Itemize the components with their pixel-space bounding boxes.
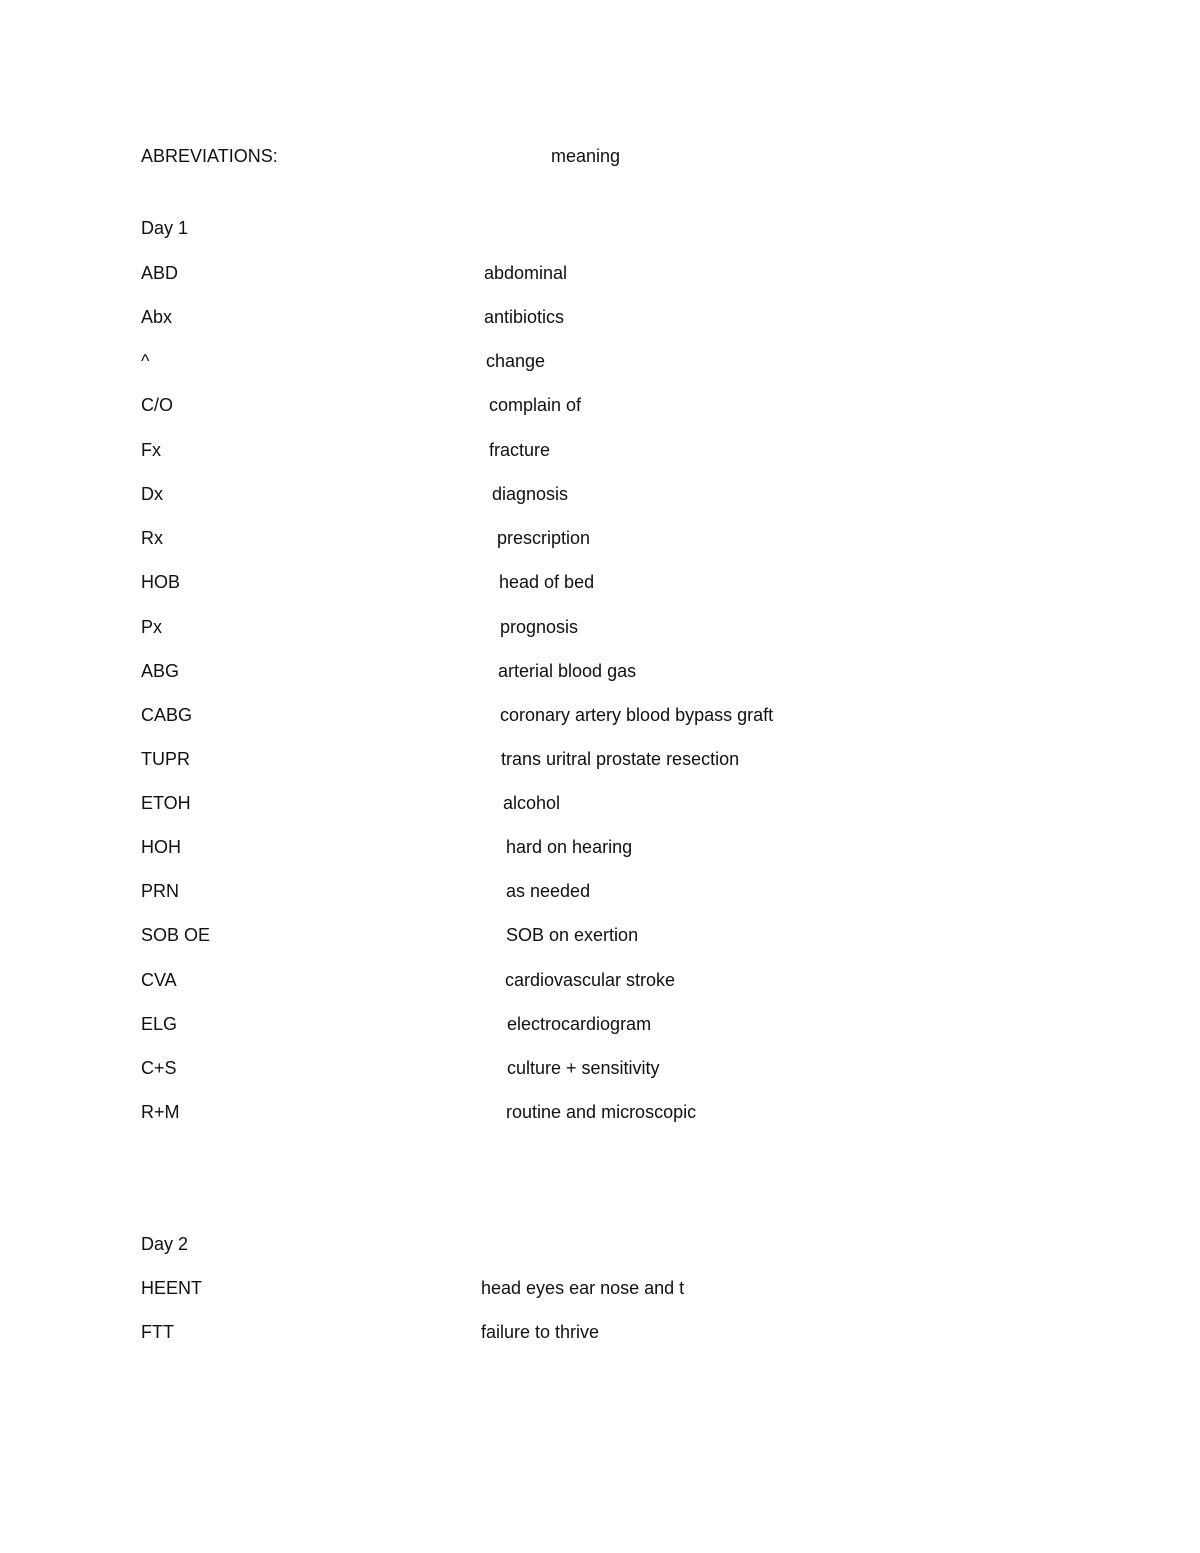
- meaning: as needed: [506, 881, 591, 901]
- meaning: cardiovascular stroke: [505, 970, 676, 990]
- meaning: failure to thrive: [481, 1322, 600, 1342]
- abbreviation: Fx: [141, 440, 161, 460]
- abbreviation: SOB OE: [141, 925, 211, 945]
- section-title-day-2: Day 2: [141, 1234, 189, 1254]
- abbreviation: C+S: [141, 1058, 177, 1078]
- abbreviation: HEENT: [141, 1278, 203, 1298]
- meaning: prognosis: [500, 617, 579, 637]
- meaning: diagnosis: [492, 484, 569, 504]
- meaning: prescription: [497, 528, 591, 548]
- abbreviation: ETOH: [141, 793, 191, 813]
- header-abbreviations-label: ABREVIATIONS:: [141, 146, 278, 166]
- meaning: hard on hearing: [506, 837, 633, 857]
- meaning: electrocardiogram: [507, 1014, 652, 1034]
- abbreviation: ABD: [141, 263, 179, 283]
- abbreviation: ELG: [141, 1014, 178, 1034]
- abbreviation: ^: [141, 351, 150, 371]
- meaning: alcohol: [503, 793, 561, 813]
- meaning: head of bed: [499, 572, 595, 592]
- abbreviation: Rx: [141, 528, 163, 548]
- meaning: complain of: [489, 395, 582, 415]
- abbreviation: PRN: [141, 881, 180, 901]
- meaning: fracture: [489, 440, 551, 460]
- section-title-day-1: Day 1: [141, 218, 189, 238]
- abbreviation: HOH: [141, 837, 181, 857]
- meaning: routine and microscopic: [506, 1102, 697, 1122]
- abbreviation: R+M: [141, 1102, 180, 1122]
- header-meaning-label: meaning: [551, 146, 621, 166]
- meaning: abdominal: [484, 263, 568, 283]
- meaning: antibiotics: [484, 307, 565, 327]
- abbreviation: CVA: [141, 970, 177, 990]
- abbreviation: Px: [141, 617, 163, 637]
- abbreviation: Dx: [141, 484, 163, 504]
- meaning: culture + sensitivity: [507, 1058, 660, 1078]
- abbreviation: Abx: [141, 307, 173, 327]
- abbreviation: FTT: [141, 1322, 174, 1342]
- meaning: SOB on exertion: [506, 925, 639, 945]
- abbreviation: C/O: [141, 395, 174, 415]
- meaning: change: [486, 351, 546, 371]
- abbreviation: TUPR: [141, 749, 190, 769]
- abbreviation: CABG: [141, 705, 193, 725]
- meaning: head eyes ear nose and t: [481, 1278, 685, 1298]
- abbreviation: ABG: [141, 661, 180, 681]
- meaning: trans uritral prostate resection: [501, 749, 740, 769]
- abbreviation: HOB: [141, 572, 181, 592]
- meaning: arterial blood gas: [498, 661, 637, 681]
- meaning: coronary artery blood bypass graft: [500, 705, 774, 725]
